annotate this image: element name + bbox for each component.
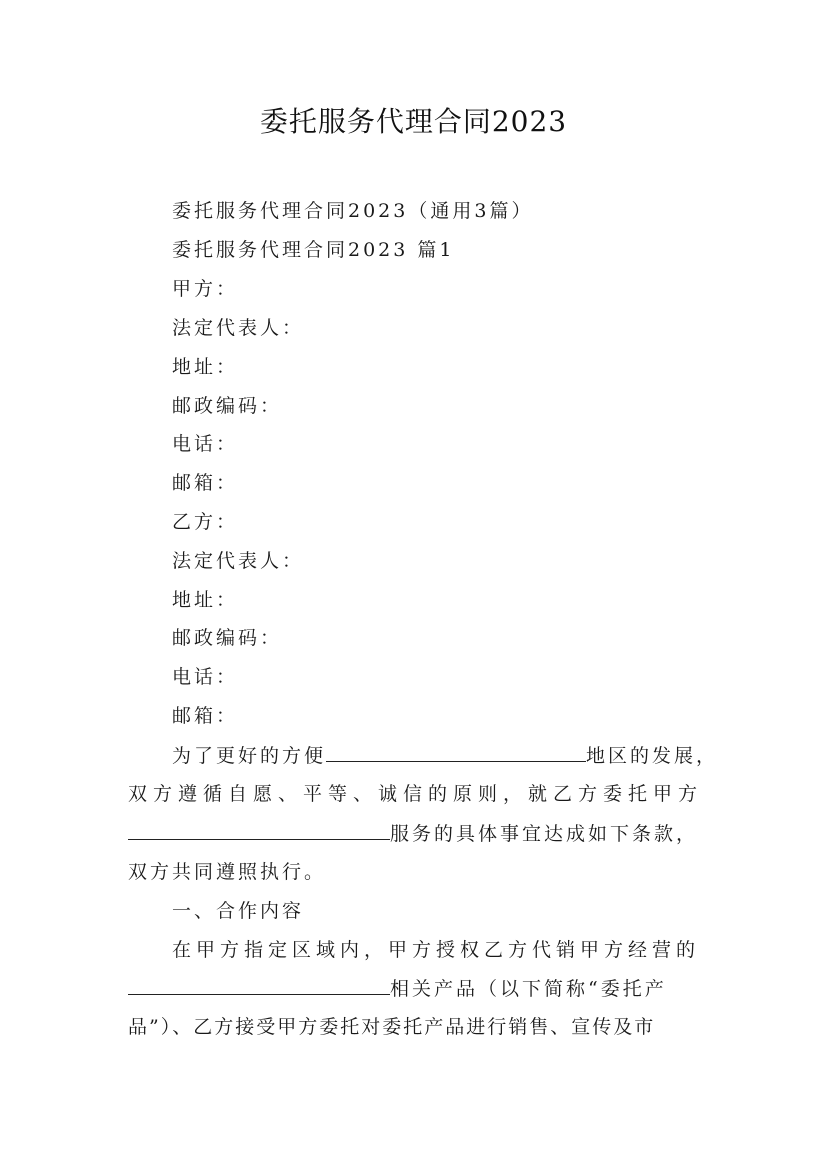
clause-1-line-2 xyxy=(128,975,702,1002)
party-a-phone: 电话： xyxy=(172,433,239,455)
party-a-address: 地址： xyxy=(172,356,239,378)
clause-1-line-2-end: 相关产品（以下简称“委托产 xyxy=(390,978,667,1000)
clause-1-line-1: 在甲方指定区域内，甲方授权乙方代销甲方经营的 xyxy=(172,939,701,961)
clause-1-line-3: 品”）、乙方接受甲方委托对委托产品进行销售、宣传及市 xyxy=(128,1016,656,1038)
party-a-email: 邮箱： xyxy=(172,472,239,494)
region-blank[interactable] xyxy=(326,742,586,762)
intro-line-3-end: 服务的具体事宜达成如下条款， xyxy=(390,823,699,845)
document-title: 委托服务代理合同2023 xyxy=(259,105,568,138)
party-b-label: 乙方： xyxy=(172,511,239,533)
party-a-postal-code: 邮政编码： xyxy=(172,395,283,417)
party-b-address: 地址： xyxy=(172,589,239,611)
party-a-label: 甲方： xyxy=(172,278,239,300)
party-b-email: 邮箱： xyxy=(172,705,239,727)
intro-line-3 xyxy=(128,820,702,847)
clause-1-heading: 一、合作内容 xyxy=(172,900,305,922)
intro-line-4: 双方共同遵照执行。 xyxy=(128,861,327,883)
service-blank[interactable] xyxy=(128,820,390,840)
document-subtitle: 委托服务代理合同2023（通用3篇） xyxy=(172,200,534,222)
party-b-legal-rep: 法定代表人： xyxy=(172,550,305,572)
section-heading: 委托服务代理合同2023 篇1 xyxy=(172,239,455,261)
intro-line-1 xyxy=(172,742,719,769)
intro-line-1-start: 为了更好的方便 xyxy=(172,745,327,767)
intro-line-1-end: 地区的发展， xyxy=(586,745,719,767)
product-blank[interactable] xyxy=(128,975,390,995)
party-a-legal-rep: 法定代表人： xyxy=(172,317,305,339)
party-b-postal-code: 邮政编码： xyxy=(172,627,283,649)
intro-line-2: 双方遵循自愿、平等、诚信的原则，就乙方委托甲方 xyxy=(128,783,704,805)
party-b-phone: 电话： xyxy=(172,666,239,688)
